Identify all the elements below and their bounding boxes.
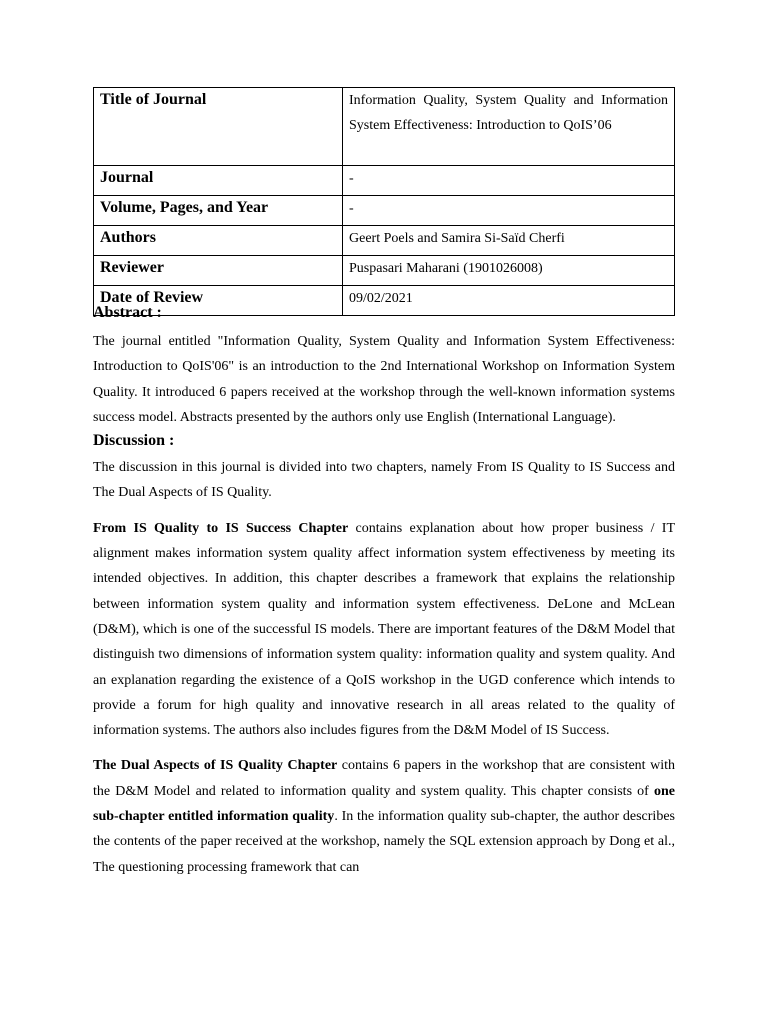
chapter-two-text-a: contains 6 papers in the workshop that are consistent with the D&M Model and related to information quality and system quality. This chapter consists of (93, 758, 675, 799)
table-row (94, 88, 675, 166)
row-label-journal: Journal (94, 166, 343, 196)
row-value-journal: - (343, 166, 675, 196)
table-row (94, 166, 675, 196)
chapter-one-text: contains explanation about how proper business / IT alignment makes information system quality affect information system effectiveness by meeting its intended objectives. In addition, this chapter describes a framework that explains the relationship between information system quality and information system effectiveness. DeLone and McLean (D&M), which is one of the successful IS models. There are important features of the D&M Model that distinguish two dimensions of information system quality: information quality and system quality. And an explanation regarding the existence of a QoIS workshop in the UGD conference which intends to provide a forum for high quality and innovative research in all areas related to the quality of information systems. The authors also includes figures from the D&M Model of IS Success. (93, 520, 675, 739)
row-value-authors: Geert Poels and Samira Si-Saïd Cherfi (343, 226, 675, 256)
discussion-heading: Discussion : (93, 432, 175, 450)
row-value-title: Information Quality, System Quality and Information System Effectiveness: Introduction to QoIS’06 (343, 88, 675, 166)
abstract-paragraph: The journal entitled "Information Quality, System Quality and Information System Effectiveness: Introduction to QoIS'06" is an introduction to the 2nd International Workshop on Information System Quality. It introduced 6 papers received at the workshop through the well-known information systems success model. Abstracts presented by the authors only use English (International Language). (93, 334, 675, 425)
journal-info-table (93, 87, 675, 316)
discussion-intro-paragraph: The discussion in this journal is divided into two chapters, namely From IS Quality to IS Success and The Dual Aspects of IS Quality. (93, 460, 675, 501)
sub-chapter-emphasis: one sub-chapter entitled information quality (93, 783, 675, 825)
chapter-two-paragraph (93, 753, 675, 879)
chapter-two-title: The Dual Aspects of IS Quality Chapter (93, 758, 338, 774)
abstract-heading: Abstract : (93, 304, 162, 321)
chapter-one-title: From IS Quality to IS Success Chapter (93, 520, 349, 536)
table-row (94, 226, 675, 256)
row-label-date: Date of Review (94, 286, 343, 316)
row-label-authors: Authors (94, 226, 343, 256)
row-label-volume: Volume, Pages, and Year (94, 196, 343, 226)
chapter-two-text-b: . In the information quality sub-chapter, the author describes the contents of the paper received at the workshop, namely the SQL extension approach by Dong et al., The questioning processing framework that can (93, 809, 675, 875)
row-value-reviewer: Puspasari Maharani (1901026008) (343, 256, 675, 286)
row-label-title: Title of Journal (94, 88, 343, 166)
row-value-volume: - (343, 196, 675, 226)
chapter-one-paragraph (93, 516, 675, 744)
row-value-date: 09/02/2021 (343, 286, 675, 316)
row-label-reviewer: Reviewer (94, 256, 343, 286)
table-row (94, 256, 675, 286)
review-body (93, 302, 675, 880)
table-row (94, 196, 675, 226)
